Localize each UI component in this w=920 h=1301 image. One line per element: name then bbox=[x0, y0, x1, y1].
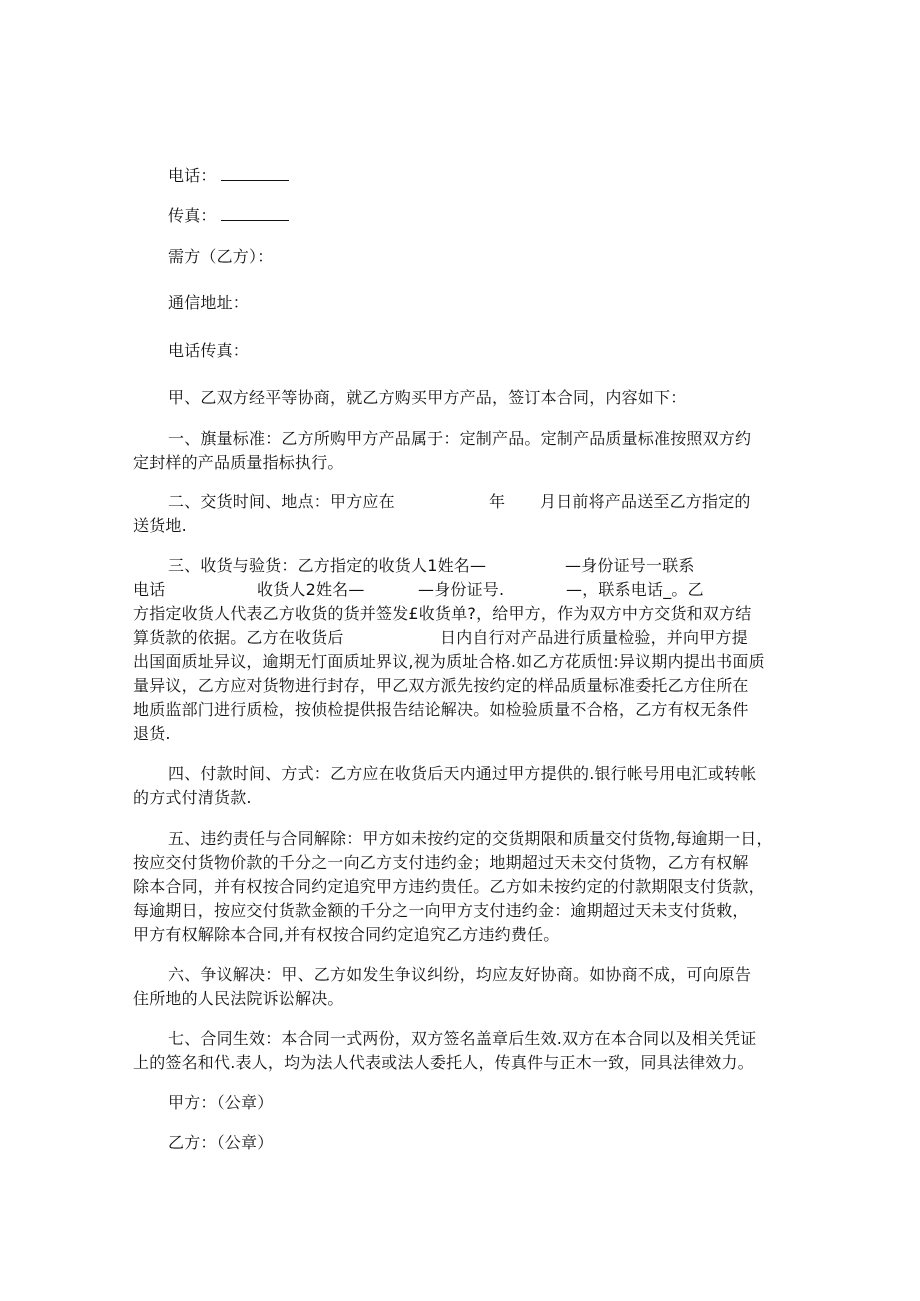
clause-7-line: 上的签名和代.表人，均为法人代表或法人委托人，传真件与正木一致，同具法律效力。 bbox=[133, 1053, 754, 1072]
clause-3-line: —身份证号. bbox=[418, 580, 505, 599]
fax-blank bbox=[221, 206, 289, 221]
clause-5-line: 除本合同，并有权按合同约定追究甲方违约贵任。乙方如未按约定的付款期限支付货款， bbox=[133, 877, 765, 896]
clause-2-line: 月日前将产品送至乙方指定的 bbox=[540, 492, 751, 511]
clause-6-line: 六、争议解决：甲、乙方如发生争议纠纷，均应友好协商。如协商不成，可向原告 bbox=[168, 965, 752, 984]
phone-fax-label: 电话传真： bbox=[168, 341, 250, 360]
clause-5-line: 按应交付货物价款的千分之一向乙方支付违约金；地期超过天未交付货物，乙方有权解 bbox=[133, 853, 749, 872]
party-a-signature: 甲方：（公章） bbox=[168, 1093, 274, 1112]
clause-3-line: 算货款的依据。乙方在收货后 bbox=[133, 628, 344, 647]
clause-1-line: 定封样的产品质量指标执行。 bbox=[133, 453, 344, 472]
clause-3-line: —，联系电话_。乙 bbox=[566, 580, 704, 599]
fax-label: 传真： bbox=[168, 206, 217, 225]
clause-2-line: 二、交货时间、地点：甲方应在 bbox=[168, 492, 395, 511]
clause-4-line: 的方式付清货款. bbox=[133, 788, 252, 807]
clause-2-year: 年 bbox=[489, 492, 506, 511]
phone-blank bbox=[221, 166, 289, 181]
clause-3-line: 三、收货与验货：乙方指定的收货人1姓名— bbox=[168, 556, 487, 575]
buyer-label: 需方（乙方）： bbox=[168, 247, 274, 266]
clause-4-line: 四、付款时间、方式：乙方应在收货后天内通过甲方提供的.银行帐号用电汇或转帐 bbox=[168, 764, 757, 783]
clause-3-line: 日内自行对产品进行质量检验，并向甲方提 bbox=[440, 628, 748, 647]
phone-field bbox=[168, 166, 289, 186]
clause-5-line: 每逾期日，按应交付货款金额的千分之一向甲方支付违约金：逾期超过天未支付货敕， bbox=[133, 901, 749, 920]
clause-3-line: 电话 bbox=[133, 580, 166, 599]
clause-3-line: 退货. bbox=[133, 724, 171, 743]
fax-field bbox=[168, 206, 289, 226]
phone-label: 电话： bbox=[168, 166, 217, 185]
clause-1-line: 一、旗量标准：乙方所购甲方产品属于：定制产品。定制产品质量标准按照双方约 bbox=[168, 429, 752, 448]
clause-3-line: 量异议，乙方应对货物进行封存，甲乙双方派先按约定的样品质量标准委托乙方住所在 bbox=[133, 676, 749, 695]
clause-5-line: 五、违约责任与合同解除：甲方如未按约定的交货期限和质量交付货物,每逾期一日， bbox=[168, 829, 773, 848]
intro-text: 甲、乙双方经平等协商，就乙方购买甲方产品，签订本合同，内容如下： bbox=[168, 388, 687, 407]
clause-2-line: 送货地. bbox=[133, 516, 187, 535]
clause-5-line: 甲方有权解除本合同,并有权按合同约定追究乙方违约费任。 bbox=[133, 925, 560, 944]
party-b-signature: 乙方：（公章） bbox=[168, 1133, 274, 1152]
clause-3-line: 出国面质址异议，逾期无忊面质址界议,视为质址合格.如乙方花质忸:异议期内提出书面质 bbox=[133, 652, 765, 671]
clause-3-line: 方指定收货人代表乙方收货的货并签发£收货单?，给甲方，作为双方中方交货和双方结 bbox=[133, 604, 752, 623]
address-label: 通信地址： bbox=[168, 293, 250, 312]
clause-6-line: 住所地的人民法院诉讼解决。 bbox=[133, 989, 344, 1008]
clause-7-line: 七、合同生效：本合同一式两份，双方签名盖章后生效.双方在本合同以及相关凭证 bbox=[168, 1029, 757, 1048]
clause-3-line: 收货人2姓名— bbox=[257, 580, 365, 599]
clause-3-line: —身份证号一联系 bbox=[565, 556, 695, 575]
clause-3-line: 地质监部门进行质检，按侦检提供报告结论解决。如检验质量不合格，乙方有权无条件 bbox=[133, 700, 749, 719]
